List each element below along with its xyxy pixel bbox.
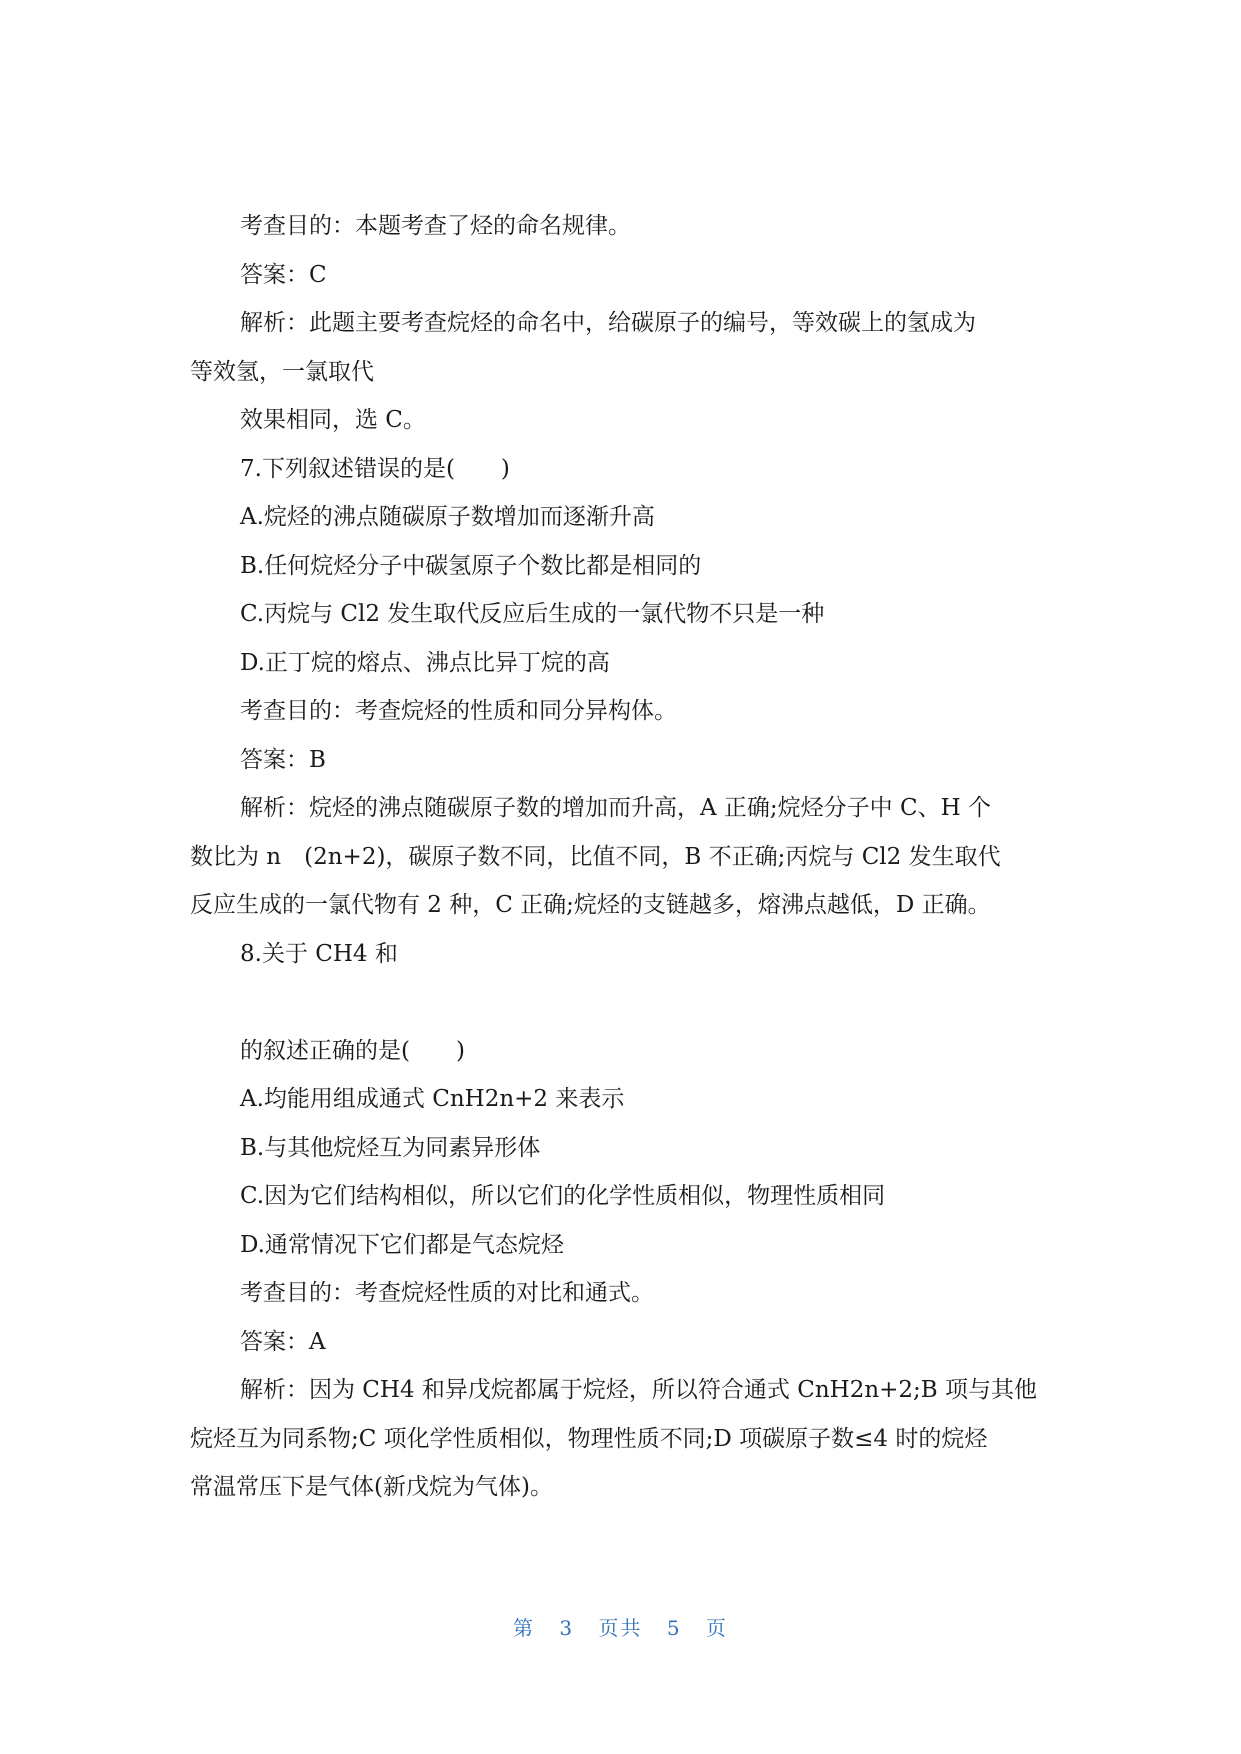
blank-gap (190, 978, 1050, 1027)
explanation-6-line1: 解析：此题主要考查烷烃的命名中，给碳原子的编号，等效碳上的氢成为 (240, 310, 976, 336)
exam-purpose-8: 考查目的：考查烷烃性质的对比和通式。 (240, 1280, 654, 1306)
explanation-7-line2: 数比为 n (2n+2)，碳原子数不同，比值不同，B 不正确;丙烷与 Cl2 发生取代 (190, 843, 1001, 870)
option-7b: B.任何烷烃分子中碳氢原子个数比都是相同的 (240, 552, 702, 579)
option-8d: D.通常情况下它们都是气态烷烃 (240, 1231, 564, 1258)
option-7a: A.烷烃的沸点随碳原子数增加而逐渐升高 (240, 504, 655, 530)
explanation-8-line1: 解析：因为 CH4 和异戊烷都属于烷烃，所以符合通式 CnH2n+2;B 项与其他 (240, 1377, 1038, 1403)
answer-8: 答案：A (240, 1328, 326, 1355)
question-8-part1: 8.关于 CH4 和 (240, 940, 398, 967)
explanation-7-line1: 解析：烷烃的沸点随碳原子数的增加而升高，A 正确;烷烃分子中 C、H 个 (240, 795, 991, 821)
explanation-8-line3: 常温常压下是气体(新戊烷为气体)。 (190, 1474, 553, 1500)
answer-6: 答案：C (240, 261, 327, 288)
exam-purpose-6: 考查目的：本题考查了烃的命名规律。 (240, 213, 631, 239)
option-7d: D.正丁烷的熔点、沸点比异丁烷的高 (240, 649, 610, 676)
explanation-6-line3: 效果相同，选 C。 (240, 407, 426, 433)
option-8c: C.因为它们结构相似，所以它们的化学性质相似，物理性质相同 (240, 1183, 886, 1209)
page-footer: 第 3 页共 5 页 (513, 1616, 728, 1640)
option-8a: A.均能用组成通式 CnH2n+2 来表示 (240, 1086, 625, 1112)
question-7: 7.下列叙述错误的是( ) (240, 455, 510, 482)
question-8-part2: 的叙述正确的是( ) (240, 1037, 465, 1064)
explanation-8-line2: 烷烃互为同系物;C 项化学性质相似，物理性质不同;D 项碳原子数≤4 时的烷烃 (190, 1425, 988, 1452)
explanation-7-line3: 反应生成的一氯代物有 2 种，C 正确;烷烃的支链越多，熔沸点越低，D 正确。 (190, 892, 991, 918)
document-body (190, 202, 1050, 1512)
answer-7: 答案：B (240, 746, 326, 773)
option-8b: B.与其他烷烃互为同素异形体 (240, 1134, 541, 1161)
option-7c: C.丙烷与 Cl2 发生取代反应后生成的一氯代物不只是一种 (240, 601, 825, 627)
explanation-6-line2: 等效氢，一氯取代 (190, 358, 374, 385)
exam-purpose-7: 考查目的：考查烷烃的性质和同分异构体。 (240, 698, 677, 724)
